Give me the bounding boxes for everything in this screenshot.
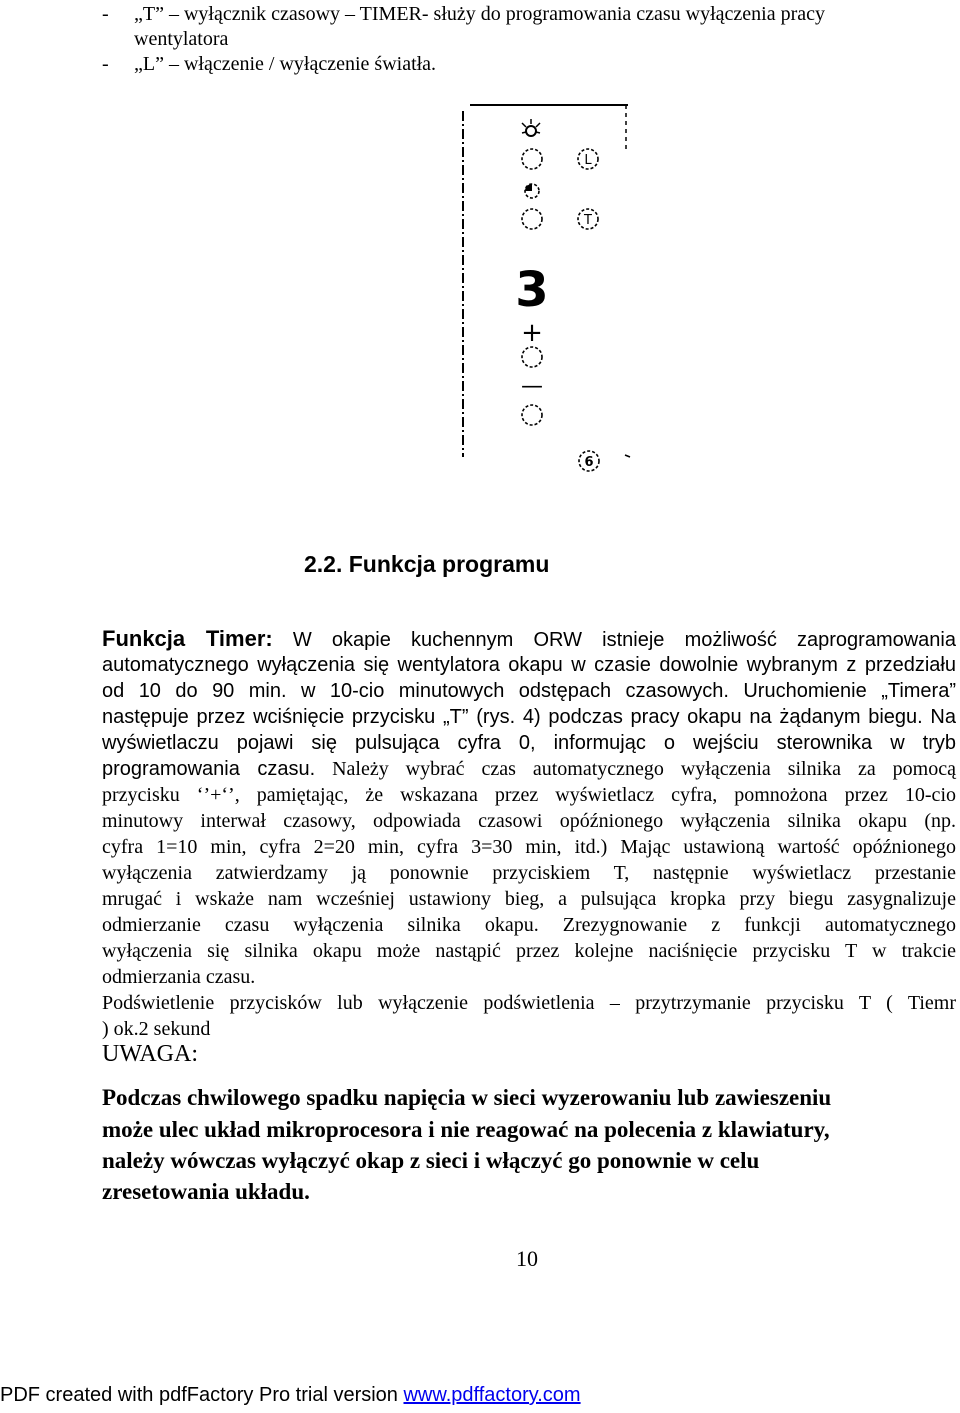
warning-line: zresetowania układu. <box>102 1179 310 1204</box>
warning-title: UWAGA: <box>102 1041 198 1067</box>
paragraph-line: cyfra 1=10 min, cyfra 2=20 min, cyfra 3=30 min, itd.) Mając ustawioną wartość opóźnionego <box>102 836 956 858</box>
footer-text: PDF created with pdfFactory Pro trial version <box>0 1384 404 1406</box>
light-button <box>522 149 542 169</box>
paragraph-line: wyłączenia się silnika okapu może nastąpić przez kolejne naciśnięcie przycisku T w trakcie <box>102 940 956 962</box>
callout-6 <box>579 451 599 471</box>
paragraph-line: wyświetlaczu pojawi się pulsująca cyfra 0, informując o wejściu sterownika w tryb <box>102 732 956 754</box>
callout-6-label: 6 <box>584 455 594 470</box>
pdf-footer <box>0 1384 581 1407</box>
page-number: 10 <box>516 1246 538 1271</box>
footer-link[interactable]: www.pdffactory.com <box>403 1384 581 1406</box>
fan-button <box>522 209 542 229</box>
paragraph-line: minutowy interwał czasowy, odpowiada czasowi opóźnionego wyłączenia silnika okapu (np. <box>102 810 956 832</box>
paragraph-line: następuje przez wciśnięcie przycisku „T” (rys. 4) podczas pracy okapu na żądanym biegu. Na <box>102 706 956 728</box>
paragraph-line: odmierzanie czasu wyłączenia silnika okapu. Zrezygnowanie z funkcji automatycznego <box>102 914 956 936</box>
section-heading: 2.2. Funkcja programu <box>304 551 550 577</box>
minus-icon: — <box>521 374 543 399</box>
timer-display: 3 <box>515 262 549 318</box>
paragraph-line: Funkcja Timer: W okapie kuchennym ORW istnieje możliwość zaprogramowania <box>102 626 956 651</box>
control-panel-figure <box>450 95 640 485</box>
list-item-light: „L” – włączenie / wyłączenie światła. <box>134 53 437 75</box>
paragraph-lead: Funkcja Timer: <box>102 626 273 651</box>
list-item-timer-cont: wentylatora <box>134 28 229 50</box>
callout-t-label: T <box>584 213 592 228</box>
paragraph-line: odmierzania czasu. <box>102 966 256 988</box>
callout-t <box>578 209 598 229</box>
paragraph-line: od 10 do 90 min. w 10-cio minutowych odstępach czasowych. Uruchomienie „Timera” <box>102 680 956 702</box>
list-item-timer: „T” – wyłącznik czasowy – TIMER- służy do programowania czasu wyłączenia pracy <box>134 3 826 25</box>
plus-button <box>522 347 542 367</box>
list-bullet: - <box>102 3 109 25</box>
paragraph-line: przycisku ‘’+‘’, pamiętając, że wskazana przez wyświetlacz cyfra, pomnożona przez 10-cio <box>102 784 956 806</box>
callout-l <box>578 149 598 169</box>
paragraph-line: mrugać i wskaże nam wcześniej ustawiony bieg, a pulsująca kropka przy biegu zasygnalizuje <box>102 888 956 910</box>
warning-line: Podczas chwilowego spadku napięcia w sieci wyzerowaniu lub zawieszeniu <box>102 1085 832 1110</box>
plus-icon: + <box>521 318 543 348</box>
warning-line: należy wówczas wyłączyć okap z sieci i włączyć go ponownie w celu <box>102 1148 760 1173</box>
fan-icon <box>525 184 539 198</box>
callout-l-label: L <box>584 153 592 168</box>
paragraph-line: programowania czasu. Należy wybrać czas automatycznego wyłączenia silnika za pomocą <box>102 758 956 780</box>
light-icon <box>522 119 540 136</box>
paragraph-line: automatycznego wyłączenia się wentylatora okapu w czasie dowolnie wybranym z przedziału <box>102 654 956 676</box>
list-bullet: - <box>102 53 109 75</box>
minus-button <box>522 405 542 425</box>
warning-line: może ulec układ mikroprocesora i nie reagować na polecenia z klawiatury, <box>102 1117 830 1142</box>
paragraph-line: wyłączenia zatwierdzamy ją ponownie przyciskiem T, następnie wyświetlacz przestanie <box>102 862 956 884</box>
paragraph-line: Podświetlenie przycisków lub wyłączenie podświetlenia – przytrzymanie przycisku T ( Tiemr <box>102 992 956 1014</box>
paragraph-line: ) ok.2 sekund <box>102 1018 211 1040</box>
